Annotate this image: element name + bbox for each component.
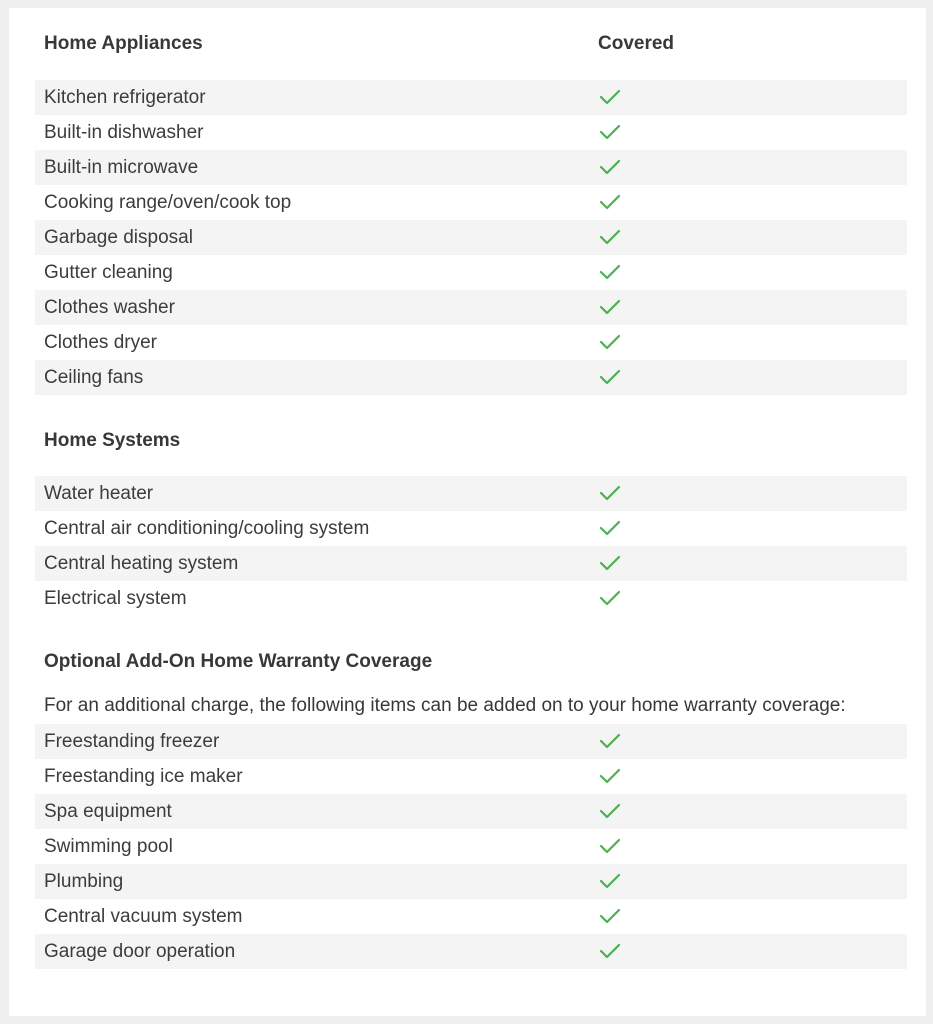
item-label: Ceiling fans xyxy=(44,367,144,388)
checkmark-icon xyxy=(599,942,621,960)
checkmark-icon xyxy=(599,837,621,855)
checkmark-icon xyxy=(599,872,621,890)
checkmark-icon xyxy=(599,554,621,572)
item-label: Central vacuum system xyxy=(44,906,243,927)
checkmark-icon xyxy=(599,589,621,607)
checkmark-icon xyxy=(599,333,621,351)
item-label: Central air conditioning/cooling system xyxy=(44,518,370,539)
table-row xyxy=(35,794,907,829)
table-row xyxy=(35,150,907,185)
checkmark-icon xyxy=(599,298,621,316)
checkmark-icon xyxy=(599,263,621,281)
checkmark-icon xyxy=(599,158,621,176)
item-label: Clothes washer xyxy=(44,297,175,318)
appliances-heading: Home Appliances xyxy=(44,33,203,54)
item-label: Freestanding freezer xyxy=(44,731,220,752)
item-label: Swimming pool xyxy=(44,836,173,857)
table-row xyxy=(35,546,907,581)
item-label: Garage door operation xyxy=(44,941,236,962)
item-label: Freestanding ice maker xyxy=(44,766,243,787)
checkmark-icon xyxy=(599,732,621,750)
checkmark-icon xyxy=(599,193,621,211)
item-label: Built-in dishwasher xyxy=(44,122,204,143)
covered-column-header: Covered xyxy=(598,33,675,54)
addons-heading: Optional Add-On Home Warranty Coverage xyxy=(44,651,433,672)
systems-header-row xyxy=(35,423,907,458)
table-row xyxy=(35,829,907,864)
table-row xyxy=(35,80,907,115)
addons-list xyxy=(35,724,907,969)
table-row xyxy=(35,115,907,150)
table-row xyxy=(35,724,907,759)
item-label: Kitchen refrigerator xyxy=(44,87,206,108)
checkmark-icon xyxy=(599,368,621,386)
item-label: Central heating system xyxy=(44,553,239,574)
item-label: Plumbing xyxy=(44,871,124,892)
table-row xyxy=(35,255,907,290)
table-row xyxy=(35,220,907,255)
checkmark-icon xyxy=(599,519,621,537)
appliances-header-row xyxy=(35,26,907,61)
item-label: Cooking range/oven/cook top xyxy=(44,192,292,213)
table-row xyxy=(35,934,907,969)
checkmark-icon xyxy=(599,802,621,820)
appliances-list xyxy=(35,80,907,395)
item-label: Water heater xyxy=(44,483,154,504)
item-label: Electrical system xyxy=(44,588,187,609)
coverage-card xyxy=(9,8,926,1016)
checkmark-icon xyxy=(599,907,621,925)
coverage-table xyxy=(35,8,907,969)
checkmark-icon xyxy=(599,228,621,246)
item-label: Gutter cleaning xyxy=(44,262,173,283)
checkmark-icon xyxy=(599,484,621,502)
table-row xyxy=(35,759,907,794)
item-label: Garbage disposal xyxy=(44,227,193,248)
table-row xyxy=(35,899,907,934)
table-row xyxy=(35,325,907,360)
item-label: Spa equipment xyxy=(44,801,172,822)
table-row xyxy=(35,476,907,511)
checkmark-icon xyxy=(599,88,621,106)
addons-header-row xyxy=(35,644,907,679)
systems-heading: Home Systems xyxy=(44,430,181,451)
checkmark-icon xyxy=(599,123,621,141)
addons-description: For an additional charge, the following items can be added on to your home warranty coverage: xyxy=(44,695,846,716)
table-row xyxy=(35,185,907,220)
systems-list xyxy=(35,476,907,616)
item-label: Clothes dryer xyxy=(44,332,157,353)
table-row xyxy=(35,864,907,899)
item-label: Built-in microwave xyxy=(44,157,199,178)
table-row xyxy=(35,581,907,616)
table-row xyxy=(35,360,907,395)
table-row xyxy=(35,511,907,546)
table-row xyxy=(35,290,907,325)
checkmark-icon xyxy=(599,767,621,785)
